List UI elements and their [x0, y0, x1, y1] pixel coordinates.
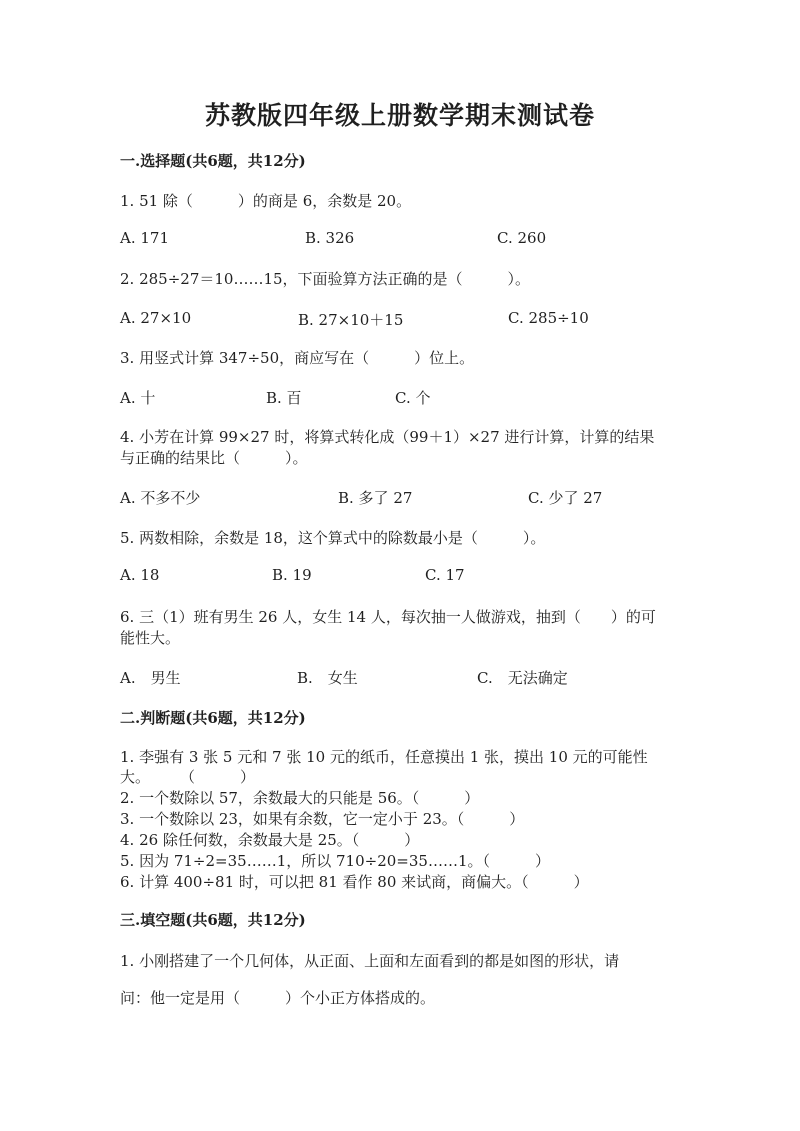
question-3: 3. 用竖式计算 347÷50，商应写在（ ）位上。	[120, 349, 475, 367]
question-1: 1. 51 除（ ）的商是 6，余数是 20。	[120, 192, 412, 210]
question-2: 2. 285÷27＝10……15，下面验算方法正确的是（ ）。	[120, 270, 531, 288]
q3-option-b: B. 百	[266, 389, 302, 407]
question-6-line-1: 6. 三（1）班有男生 26 人，女生 14 人，每次抽一人做游戏，抽到（ ）的可	[120, 608, 656, 626]
q5-option-a: A. 18	[120, 566, 160, 584]
tf-item-1-line-2: 大。 （ ）	[120, 768, 256, 786]
q6-option-c: C. 无法确定	[477, 669, 568, 687]
q2-option-b: B. 27×10＋15	[298, 311, 404, 329]
question-5: 5. 两数相除，余数是 18，这个算式中的除数最小是（ ）。	[120, 529, 546, 547]
q1-option-a: A. 171	[120, 229, 169, 247]
q1-option-c: C. 260	[497, 229, 547, 247]
q2-option-a: A. 27×10	[120, 309, 192, 327]
section-heading-true-false: 二.判断题(共6题，共12分)	[120, 709, 306, 727]
q4-option-c: C. 少了 27	[528, 489, 603, 507]
tf-item-1-line-1: 1. 李强有 3 张 5 元和 7 张 10 元的纸币，任意摸出 1 张，摸出 10 元的可能性	[120, 748, 648, 766]
q6-option-b: B. 女生	[297, 669, 358, 687]
section-heading-fill-in: 三.填空题(共6题，共12分)	[120, 911, 306, 929]
q3-option-a: A. 十	[120, 389, 156, 407]
tf-item-5: 5. 因为 71÷2=35……1，所以 710÷20=35……1。（ ）	[120, 852, 550, 870]
section-heading-choice: 一.选择题(共6题，共12分)	[120, 152, 306, 170]
page-title: 苏教版四年级上册数学期末测试卷	[204, 101, 595, 130]
tf-item-4: 4. 26 除任何数，余数最大是 25。（ ）	[120, 831, 420, 849]
q6-option-a: A. 男生	[120, 669, 181, 687]
question-4-line-1: 4. 小芳在计算 99×27 时，将算式转化成（99＋1）×27 进行计算，计算的结果	[120, 428, 655, 446]
question-6-line-2: 能性大。	[120, 629, 181, 647]
q5-option-b: B. 19	[272, 566, 312, 584]
fill-question-1-line-1: 1. 小刚搭建了一个几何体，从正面、上面和左面看到的都是如图的形状，请	[120, 952, 620, 970]
fill-question-1-line-2: 问：他一定是用（ ）个小正方体搭成的。	[120, 989, 436, 1007]
question-4-line-2: 与正确的结果比（ ）。	[120, 449, 308, 467]
q5-option-c: C. 17	[425, 566, 465, 584]
q3-option-c: C. 个	[395, 389, 431, 407]
q4-option-b: B. 多了 27	[338, 489, 413, 507]
tf-item-3: 3. 一个数除以 23，如果有余数，它一定小于 23。（ ）	[120, 810, 525, 828]
q2-option-c: C. 285÷10	[508, 309, 589, 327]
q4-option-a: A. 不多不少	[120, 489, 201, 507]
q1-option-b: B. 326	[305, 229, 355, 247]
tf-item-6: 6. 计算 400÷81 时，可以把 81 看作 80 来试商，商偏大。（ ）	[120, 873, 589, 891]
tf-item-2: 2. 一个数除以 57，余数最大的只能是 56。（ ）	[120, 789, 480, 807]
